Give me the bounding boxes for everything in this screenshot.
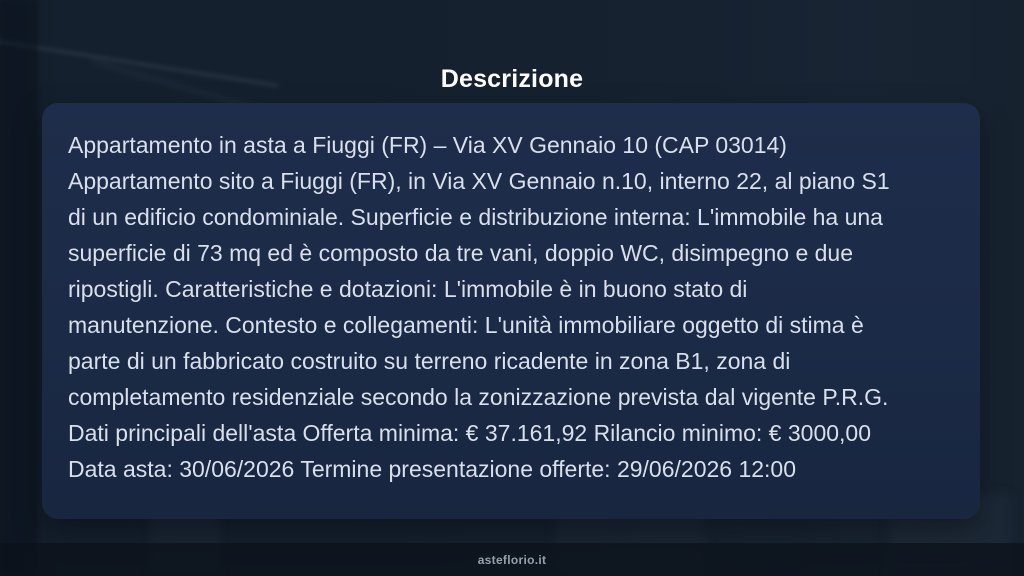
description-line: completamento residenziale secondo la zonizzazione prevista dal vigente P.R.G. bbox=[68, 384, 889, 410]
site-attribution: asteflorio.it bbox=[477, 552, 547, 567]
description-line: parte di un fabbricato costruito su terreno ricadente in zona B1, zona di bbox=[68, 348, 791, 374]
description-line: superficie di 73 mq ed è composto da tre vani, doppio WC, disimpegno e due bbox=[68, 240, 853, 266]
description-line: Data asta: 30/06/2026 Termine presentazione offerte: 29/06/2026 12:00 bbox=[68, 456, 797, 482]
footer-bar bbox=[0, 543, 1024, 576]
description-line: manutenzione. Contesto e collegamenti: L'unità immobiliare oggetto di stima è bbox=[68, 312, 864, 338]
page-title: Descrizione bbox=[440, 64, 584, 93]
description-line: Appartamento in asta a Fiuggi (FR) – Via XV Gennaio 10 (CAP 03014) bbox=[68, 132, 787, 158]
description-card bbox=[42, 103, 980, 519]
description-line: Dati principali dell'asta Offerta minima: € 37.161,92 Rilancio minimo: € 3000,00 bbox=[68, 420, 872, 446]
description-line: Appartamento sito a Fiuggi (FR), in Via XV Gennaio n.10, interno 22, al piano S1 bbox=[68, 168, 890, 194]
description-text bbox=[68, 127, 954, 487]
description-line: di un edificio condominiale. Superficie e distribuzione interna: L'immobile ha una bbox=[68, 204, 883, 230]
description-line: ripostigli. Caratteristiche e dotazioni: L'immobile è in buono stato di bbox=[68, 276, 748, 302]
